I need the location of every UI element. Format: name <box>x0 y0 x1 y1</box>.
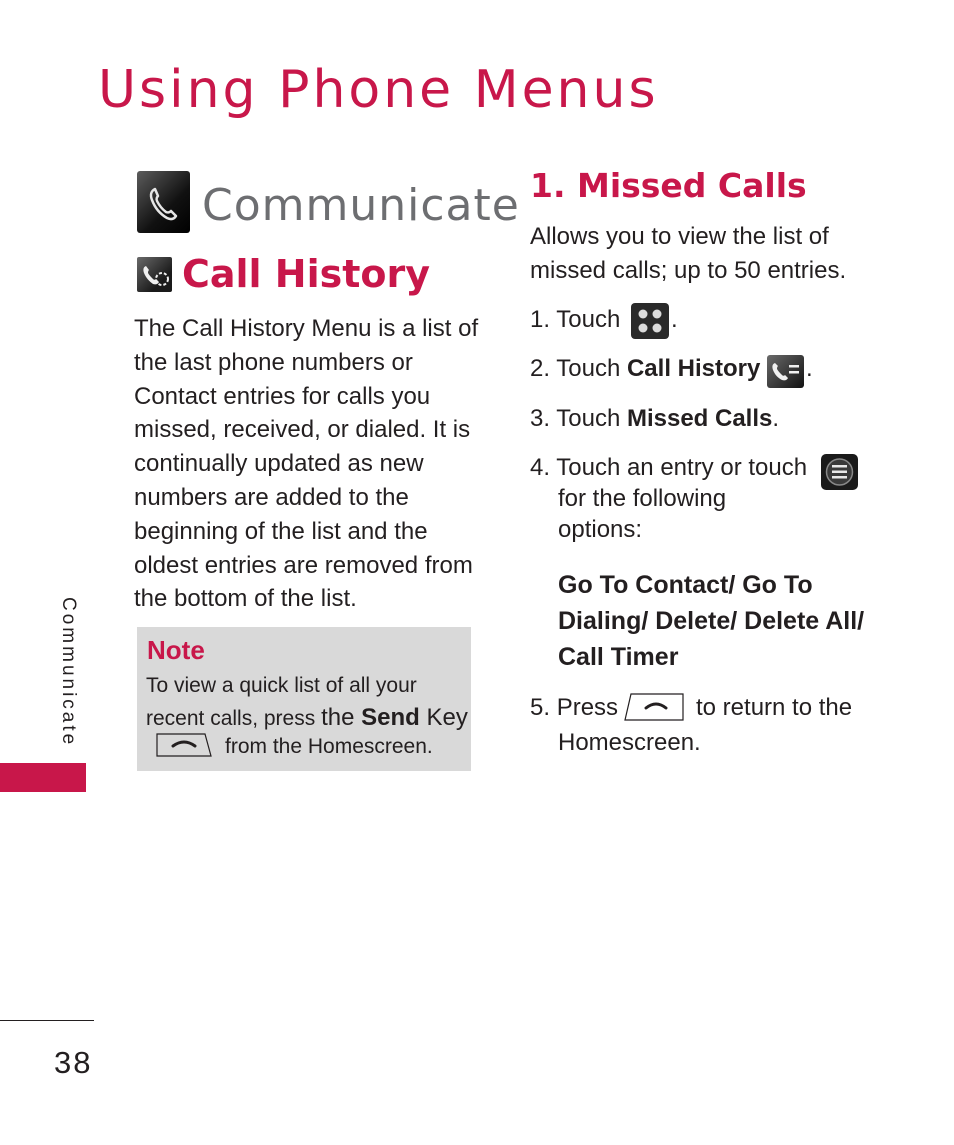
step-number: 3. <box>530 405 551 432</box>
body-line: Contact entries for calls you <box>134 382 431 410</box>
step-text: Touch an entry or touch <box>556 454 808 481</box>
options-line: Call Timer <box>558 643 679 671</box>
footer-rule <box>0 1020 94 1021</box>
step-suffix: . <box>806 355 813 382</box>
options-list-icon <box>821 454 858 490</box>
body-line: numbers are added to the <box>134 483 409 511</box>
page-title: Using Phone Menus <box>98 60 659 120</box>
send-key-icon <box>155 732 213 758</box>
desc-line: Allows you to view the list of <box>530 223 829 250</box>
call-history-title: Call History <box>182 252 431 296</box>
step-3 <box>530 405 779 433</box>
end-key-icon <box>623 692 685 722</box>
missed-calls-title: 1. Missed Calls <box>530 166 807 205</box>
step-text: for the following <box>558 485 727 512</box>
body-line: The Call History Menu is a list of <box>134 315 479 342</box>
phone-handset-icon <box>137 171 190 233</box>
step-text: Touch <box>556 306 621 333</box>
side-tab-marker <box>0 763 86 792</box>
call-history-icon <box>767 355 804 388</box>
options-line: Go To Contact/ Go To <box>558 571 813 599</box>
note-text: the <box>321 704 362 731</box>
step-number: 2. <box>530 355 551 382</box>
step-text: Touch <box>556 355 621 382</box>
note-line: from the Homescreen. <box>225 735 433 758</box>
step-1 <box>530 306 620 334</box>
body-line: missed, received, or dialed. It is <box>134 416 471 444</box>
step-2 <box>530 355 760 383</box>
step-text: Press <box>556 694 619 721</box>
call-history-label: Call History <box>626 355 761 382</box>
call-history-icon <box>137 257 172 292</box>
note-title: Note <box>147 635 205 665</box>
step-number: 4. <box>530 454 551 481</box>
step-suffix: . <box>772 405 780 432</box>
desc-line: missed calls; up to 50 entries. <box>530 256 847 284</box>
call-history-description <box>134 312 484 616</box>
options-line: Dialing/ Delete/ Delete All/ <box>558 607 865 635</box>
body-line: the last phone numbers or <box>134 348 413 376</box>
body-line: the bottom of the list. <box>134 585 357 613</box>
note-line <box>146 704 468 732</box>
note-text: Key <box>419 704 468 731</box>
step-text: Touch <box>556 405 621 432</box>
body-line: continually updated as new <box>134 450 424 478</box>
step-text: options: <box>558 516 643 543</box>
body-line: oldest entries are removed from <box>134 551 473 579</box>
note-line: To view a quick list of all your <box>146 674 417 697</box>
page-number: 38 <box>54 1045 93 1080</box>
menu-grid-icon <box>631 303 669 339</box>
step-suffix: . <box>671 306 678 333</box>
step-4 <box>530 454 807 482</box>
step-number: 5. <box>530 694 551 721</box>
missed-calls-description <box>530 220 860 288</box>
step-number: 1. <box>530 306 551 333</box>
step-5 <box>530 694 618 722</box>
section-title: Communicate <box>202 180 520 231</box>
send-key-label: Send <box>361 704 420 731</box>
step-text: Homescreen. <box>558 729 701 756</box>
note-text: recent calls, press <box>146 707 322 730</box>
options-list <box>558 567 878 675</box>
step-text: to return to the <box>696 694 853 721</box>
side-tab-label: Communicate <box>58 597 79 748</box>
missed-calls-label: Missed Calls <box>626 405 773 432</box>
body-line: beginning of the list and the <box>134 517 428 545</box>
